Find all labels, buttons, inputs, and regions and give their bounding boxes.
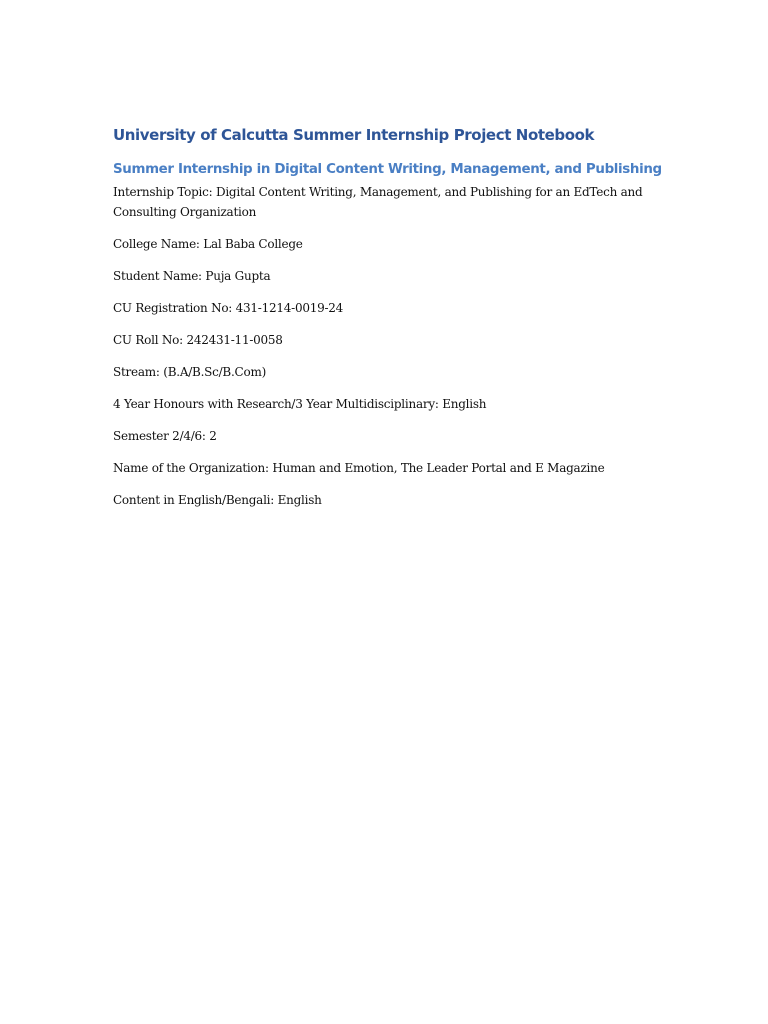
organization-name: Name of the Organization: Human and Emotion, The Leader Portal and E Magazine xyxy=(113,461,605,475)
internship-topic: Internship Topic: Digital Content Writing, Management, and Publishing for an EdTech and Consulting Organization xyxy=(113,185,643,219)
document-body xyxy=(113,124,673,510)
registration-number: CU Registration No: 431-1214-0019-24 xyxy=(113,301,344,315)
roll-number: CU Roll No: 242431-11-0058 xyxy=(113,333,283,347)
program: 4 Year Honours with Research/3 Year Multidisciplinary: English xyxy=(113,397,487,411)
college-name: College Name: Lal Baba College xyxy=(113,237,303,251)
document-title: University of Calcutta Summer Internship Project Notebook xyxy=(113,126,595,144)
semester: Semester 2/4/6: 2 xyxy=(113,429,217,443)
student-name: Student Name: Puja Gupta xyxy=(113,269,271,283)
content-language: Content in English/Bengali: English xyxy=(113,493,322,507)
document-subtitle: Summer Internship in Digital Content Writing, Management, and Publishing xyxy=(113,162,662,177)
stream: Stream: (B.A/B.Sc/B.Com) xyxy=(113,365,267,379)
